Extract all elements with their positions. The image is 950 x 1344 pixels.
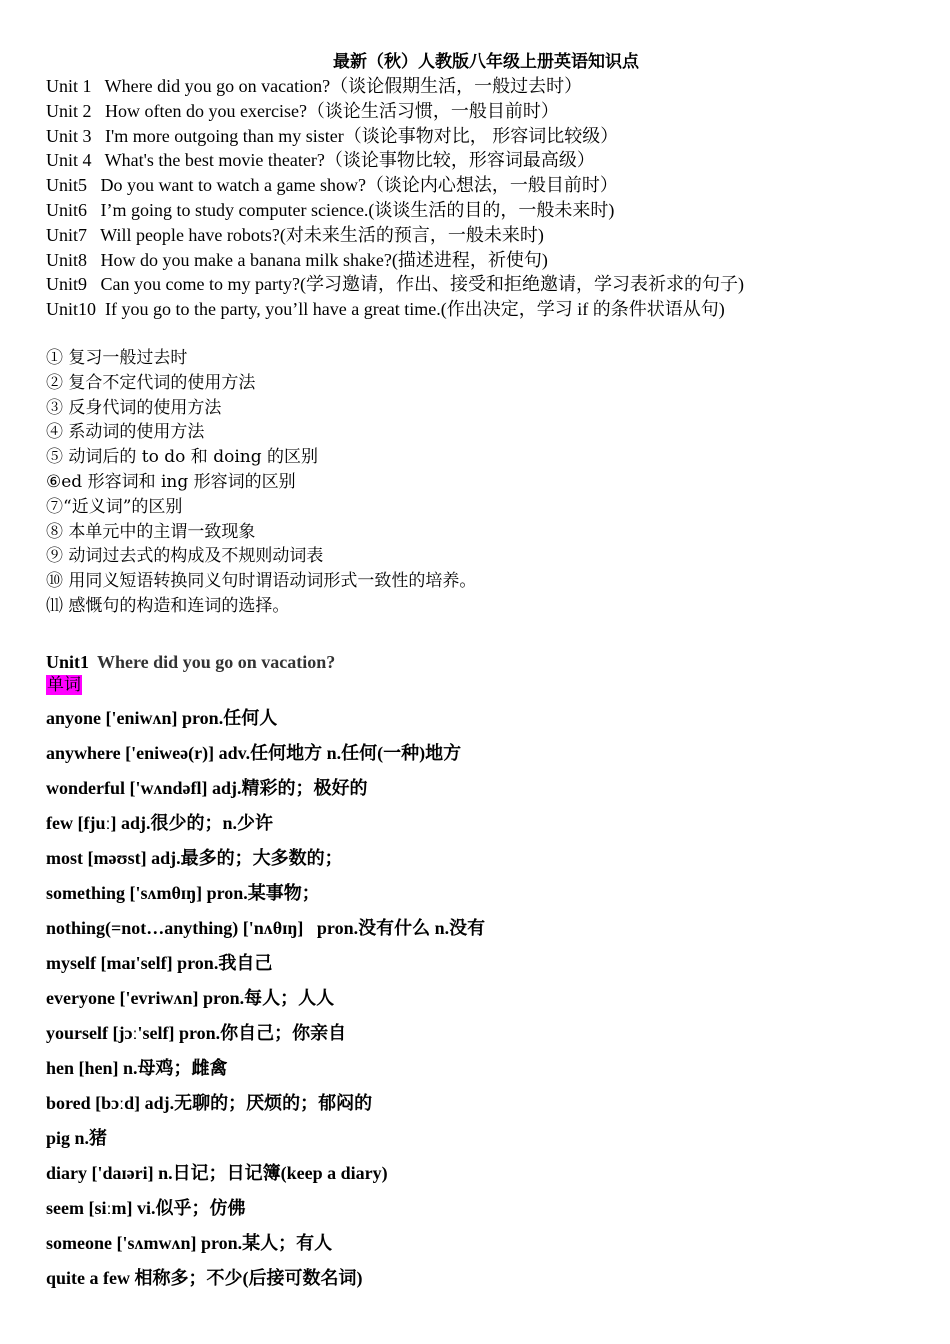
vocab-item: seem [siːm] vi.似乎；仿佛 bbox=[46, 1197, 246, 1218]
vocab-item: someone ['sʌmwʌn] pron.某人；有人 bbox=[46, 1232, 333, 1253]
vocab-item: something ['sʌmθɪŋ] pron.某事物； bbox=[46, 882, 320, 903]
spacer bbox=[46, 322, 906, 346]
unit-line-1: Unit 1 Where did you go on vacation?（谈论假期生活，一般过去时） bbox=[46, 76, 583, 96]
vocab-item: most [məʊst] adj.最多的；大多数的； bbox=[46, 847, 343, 868]
unit-line-2: Unit 2 How often do you exercise?（谈论生活习惯，一般目前时） bbox=[46, 100, 559, 121]
section-question: Where did you go on vacation? bbox=[97, 651, 336, 672]
document-page bbox=[46, 50, 906, 1296]
grammar-point-5: ⑤ 动词后的 to do 和 doing 的区别 bbox=[46, 447, 318, 468]
vocab-item: pig n.猪 bbox=[46, 1127, 108, 1148]
vocab-item: hen [hen] n.母鸡；雌禽 bbox=[46, 1057, 228, 1078]
section-heading bbox=[46, 649, 906, 675]
unit-line-3: Unit 3 I'm more outgoing than my sister（谈论事物对比， 形容词比较级） bbox=[46, 125, 619, 146]
grammar-point-1: ① 复习一般过去时 bbox=[46, 347, 188, 368]
unit-line-8: Unit8 How do you make a banana milk shake?(描述进程，祈使句) bbox=[46, 249, 548, 270]
spacer bbox=[46, 619, 906, 643]
vocab-list bbox=[46, 701, 906, 1296]
unit-line-4: Unit 4 What's the best movie theater?（谈论事物比较，形容词最高级） bbox=[46, 150, 595, 171]
vocab-item: everyone ['evriwʌn] pron.每人；人人 bbox=[46, 987, 335, 1008]
grammar-point-4: ④ 系动词的使用方法 bbox=[46, 422, 205, 443]
grammar-point-8: ⑧ 本单元中的主谓一致现象 bbox=[46, 521, 256, 542]
vocab-item: yourself [jɔː'self] pron.你自己；你亲自 bbox=[46, 1022, 347, 1043]
grammar-point-11: ⑾ 感慨句的构造和连词的选择。 bbox=[46, 595, 290, 616]
vocab-item: anyone ['eniwʌn] pron.任何人 bbox=[46, 707, 278, 728]
unit-list bbox=[46, 74, 906, 322]
document-title: 最新（秋）人教版八年级上册英语知识点 bbox=[333, 52, 639, 72]
unit-line-6: Unit6 I’m going to study computer science.(谈谈生活的目的，一般未来时) bbox=[46, 199, 615, 220]
vocab-item: anywhere ['eniweə(r)] adv.任何地方 n.任何(一种)地方 bbox=[46, 742, 462, 763]
vocab-item: quite a few 相称多；不少(后接可数名词) bbox=[46, 1267, 363, 1288]
vocab-item: diary ['daɪəri] n.日记；日记簿(keep a diary) bbox=[46, 1162, 388, 1183]
grammar-point-10: ⑩ 用同义短语转换同义句时谓语动词形式一致性的培养。 bbox=[46, 571, 477, 592]
grammar-point-3: ③ 反身代词的使用方法 bbox=[46, 397, 222, 418]
grammar-point-2: ② 复合不定代词的使用方法 bbox=[46, 372, 256, 393]
section-unit: Unit1 bbox=[46, 651, 90, 672]
vocab-tag-row bbox=[46, 675, 906, 701]
unit-line-10: Unit10 If you go to the party, you’ll have a great time.(作出决定，学习 if 的条件状语从句) bbox=[46, 299, 725, 320]
vocab-item: nothing(=not…anything) ['nʌθɪŋ] pron.没有什么 n.没有 bbox=[46, 917, 486, 938]
unit-line-7: Unit7 Will people have robots?(对未来生活的预言，一般未来时) bbox=[46, 224, 544, 245]
grammar-point-6: ⑥ed 形容词和 ing 形容词的区别 bbox=[46, 471, 296, 492]
vocab-item: myself [maɪ'self] pron.我自己 bbox=[46, 952, 273, 973]
vocab-tag: 单词 bbox=[47, 674, 81, 695]
unit-line-5: Unit5 Do you want to watch a game show?（谈论内心想法，一般目前时） bbox=[46, 175, 618, 196]
unit-line-9: Unit9 Can you come to my party?(学习邀请，作出、接受和拒绝邀请，学习表祈求的句子) bbox=[46, 274, 744, 295]
vocab-item: bored [bɔːd] adj.无聊的；厌烦的；郁闷的 bbox=[46, 1092, 373, 1113]
grammar-point-7: ⑦“近义词”的区别 bbox=[46, 496, 183, 517]
vocab-item: wonderful ['wʌndəfl] adj.精彩的；极好的 bbox=[46, 777, 368, 798]
grammar-points-list bbox=[46, 346, 906, 619]
grammar-point-9: ⑨ 动词过去式的构成及不规则动词表 bbox=[46, 546, 324, 567]
vocab-item: few [fjuː] adj.很少的；n.少许 bbox=[46, 812, 273, 833]
